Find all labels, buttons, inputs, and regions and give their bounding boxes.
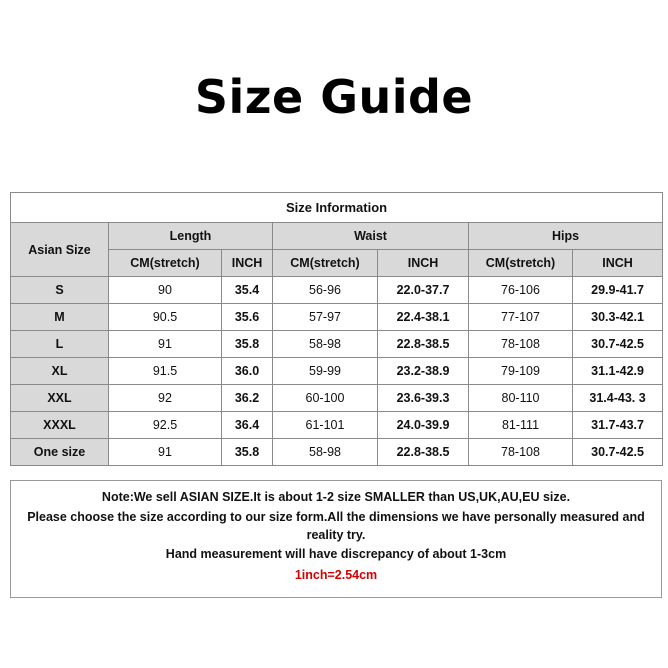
size-table <box>10 192 663 466</box>
table-cell: 90.5 <box>109 304 222 331</box>
table-cell: 30.3-42.1 <box>573 304 663 331</box>
table-cell: 80-110 <box>469 385 573 412</box>
subheader-waist-inch: INCH <box>378 250 469 277</box>
table-cell: 29.9-41.7 <box>573 277 663 304</box>
table-cell: 77-107 <box>469 304 573 331</box>
table-cell: 81-111 <box>469 412 573 439</box>
size-label: L <box>11 331 109 358</box>
table-cell: 24.0-39.9 <box>378 412 469 439</box>
table-cell: 90 <box>109 277 222 304</box>
note-line-asian-size: Note:We sell ASIAN SIZE.It is about 1-2 size SMALLER than US,UK,AU,EU size. <box>101 490 571 504</box>
table-cell: 22.8-38.5 <box>378 439 469 466</box>
size-label: XXL <box>11 385 109 412</box>
table-row <box>11 385 663 412</box>
table-cell: 30.7-42.5 <box>573 439 663 466</box>
size-column-header: Asian Size <box>11 223 109 277</box>
table-cell: 22.8-38.5 <box>378 331 469 358</box>
group-header-hips: Hips <box>469 223 663 250</box>
table-row <box>11 412 663 439</box>
table-cell: 92.5 <box>109 412 222 439</box>
table-cell: 31.7-43.7 <box>573 412 663 439</box>
table-cell: 91 <box>109 331 222 358</box>
subheader-length-inch: INCH <box>222 250 273 277</box>
table-cell: 22.4-38.1 <box>378 304 469 331</box>
note-box <box>10 480 662 598</box>
table-row <box>11 331 663 358</box>
table-row <box>11 304 663 331</box>
table-cell: 35.8 <box>222 439 273 466</box>
table-cell: 58-98 <box>273 331 378 358</box>
size-label: XXXL <box>11 412 109 439</box>
size-rows <box>11 277 663 466</box>
table-row <box>11 439 663 466</box>
table-cell: 23.2-38.9 <box>378 358 469 385</box>
table-cell: 30.7-42.5 <box>573 331 663 358</box>
subheader-length-cm: CM(stretch) <box>109 250 222 277</box>
table-cell: 61-101 <box>273 412 378 439</box>
table-row <box>11 358 663 385</box>
table-cell: 56-96 <box>273 277 378 304</box>
table-cell: 78-108 <box>469 439 573 466</box>
subheader-waist-cm: CM(stretch) <box>273 250 378 277</box>
table-cell: 35.6 <box>222 304 273 331</box>
table-cell: 36.4 <box>222 412 273 439</box>
note-line-measurement: Please choose the size according to our size form.All the dimensions we have personally measured and reality try. <box>27 510 645 542</box>
table-cell: 92 <box>109 385 222 412</box>
size-label: One size <box>11 439 109 466</box>
table-cell: 57-97 <box>273 304 378 331</box>
table-cell: 31.4-43. 3 <box>573 385 663 412</box>
table-cell: 91 <box>109 439 222 466</box>
table-cell: 60-100 <box>273 385 378 412</box>
size-label: XL <box>11 358 109 385</box>
size-label: S <box>11 277 109 304</box>
table-cell: 78-108 <box>469 331 573 358</box>
table-cell: 22.0-37.7 <box>378 277 469 304</box>
subheader-hips-inch: INCH <box>573 250 663 277</box>
subheader-hips-cm: CM(stretch) <box>469 250 573 277</box>
page-title: Size Guide <box>194 70 474 124</box>
table-cell: 31.1-42.9 <box>573 358 663 385</box>
table-cell: 79-109 <box>469 358 573 385</box>
table-cell: 36.0 <box>222 358 273 385</box>
group-header-length: Length <box>109 223 273 250</box>
table-cell: 91.5 <box>109 358 222 385</box>
table-row <box>11 277 663 304</box>
group-header-waist: Waist <box>273 223 469 250</box>
size-label: M <box>11 304 109 331</box>
table-caption: Size Information <box>11 193 663 223</box>
table-cell: 36.2 <box>222 385 273 412</box>
table-cell: 76-106 <box>469 277 573 304</box>
table-cell: 35.4 <box>222 277 273 304</box>
table-cell: 58-98 <box>273 439 378 466</box>
table-cell: 59-99 <box>273 358 378 385</box>
note-line-discrepancy: Hand measurement will have discrepancy of about 1-3cm <box>165 547 507 561</box>
table-cell: 35.8 <box>222 331 273 358</box>
table-cell: 23.6-39.3 <box>378 385 469 412</box>
note-conversion: 1inch=2.54cm <box>294 568 378 582</box>
